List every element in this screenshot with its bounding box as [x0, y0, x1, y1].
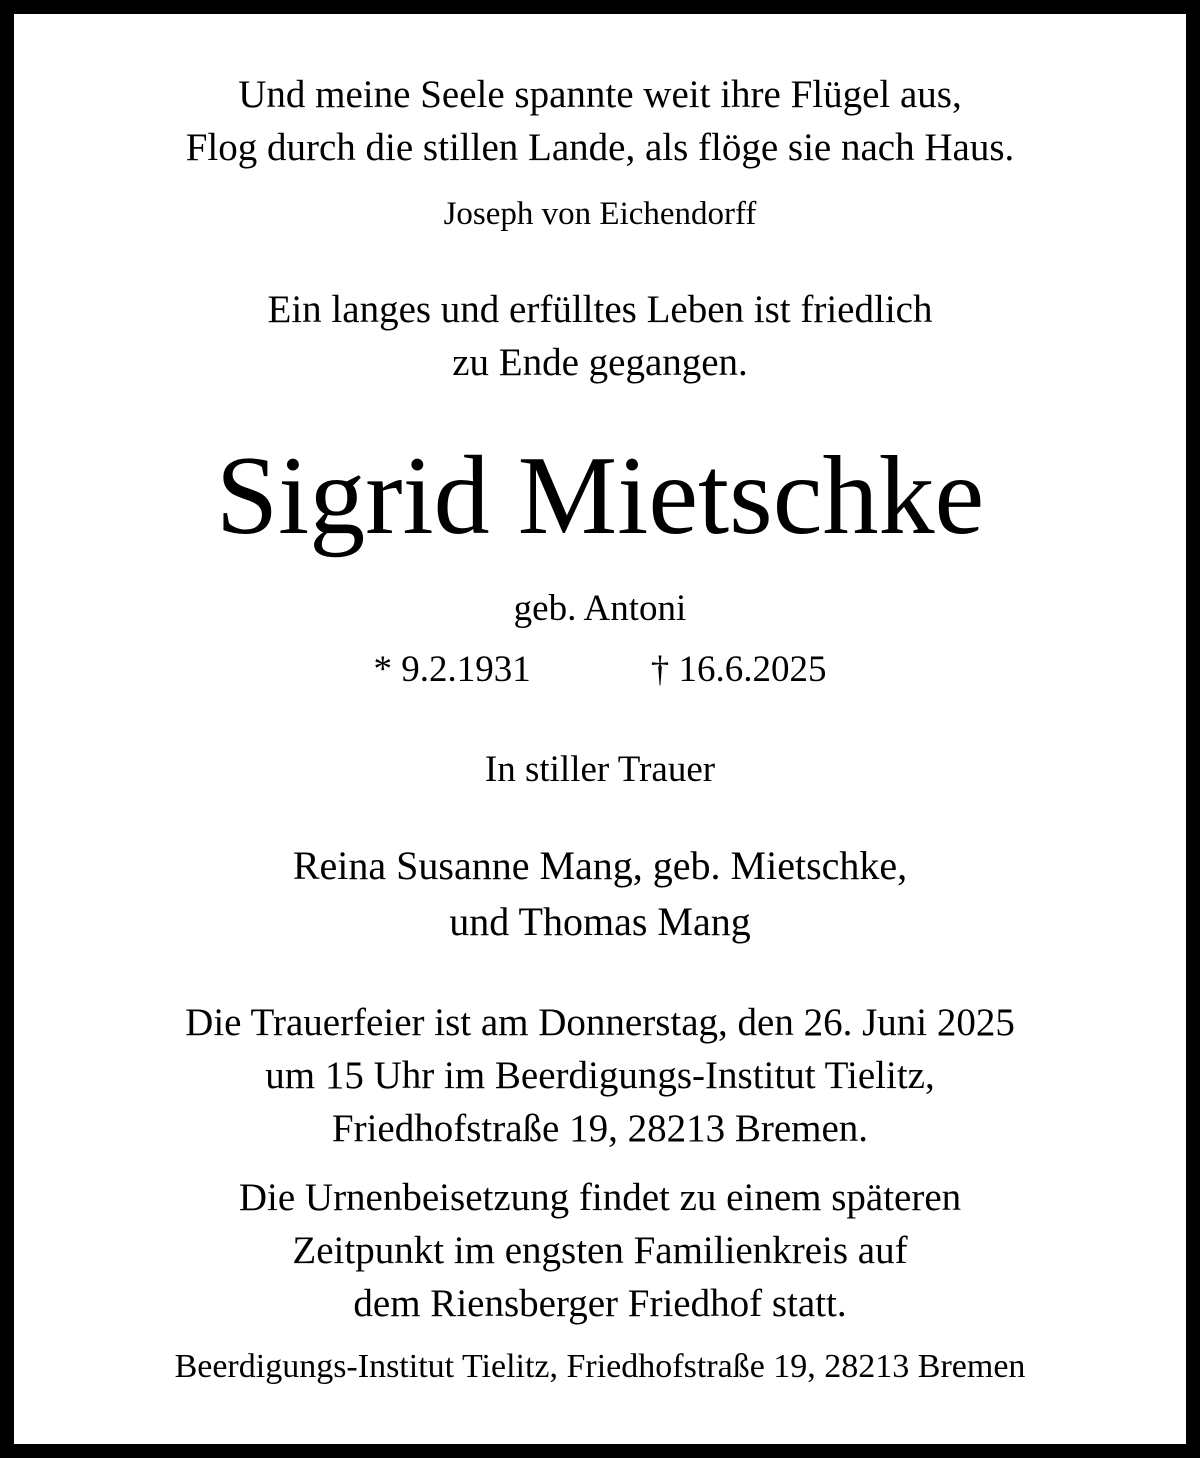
- service-line-1: Die Trauerfeier ist am Donnerstag, den 26. Juni 2025: [185, 1001, 1015, 1044]
- service-line-3: Friedhofstraße 19, 28213 Bremen.: [331, 1107, 869, 1150]
- funeral-home-footer: Beerdigungs-Institut Tielitz, Friedhofstraße 19, 28213 Bremen: [174, 1348, 1026, 1385]
- life-dates: [0, 648, 1200, 691]
- service-line-2: um 15 Uhr im Beerdigungs-Institut Tielitz,: [265, 1054, 935, 1097]
- quote-line-2: Flog durch die stillen Lande, als flöge sie nach Haus.: [185, 126, 1015, 169]
- birth-date: * 9.2.1931: [373, 649, 531, 690]
- family-line-1: Reina Susanne Mang, geb. Mietschke,: [292, 843, 908, 888]
- quote-line-1: Und meine Seele spannte weit ihre Flügel aus,: [238, 73, 962, 116]
- urn-line-3: dem Riensberger Friedhof statt.: [353, 1282, 847, 1325]
- quote-author: Joseph von Eichendorff: [443, 196, 757, 232]
- maiden-name: geb. Antoni: [513, 588, 687, 629]
- mourning-phrase: In stiller Trauer: [484, 749, 716, 790]
- urn-line-1: Die Urnenbeisetzung findet zu einem späteren: [238, 1176, 962, 1219]
- intro-line-1: Ein langes und erfülltes Leben ist friedlich: [267, 288, 933, 331]
- intro-line-2: zu Ende gegangen.: [452, 341, 748, 384]
- death-date: † 16.6.2025: [650, 649, 827, 690]
- deceased-name: Sigrid Mietschke: [215, 434, 985, 558]
- urn-line-2: Zeitpunkt im engsten Familienkreis auf: [292, 1229, 908, 1272]
- family-line-2: und Thomas Mang: [449, 899, 751, 944]
